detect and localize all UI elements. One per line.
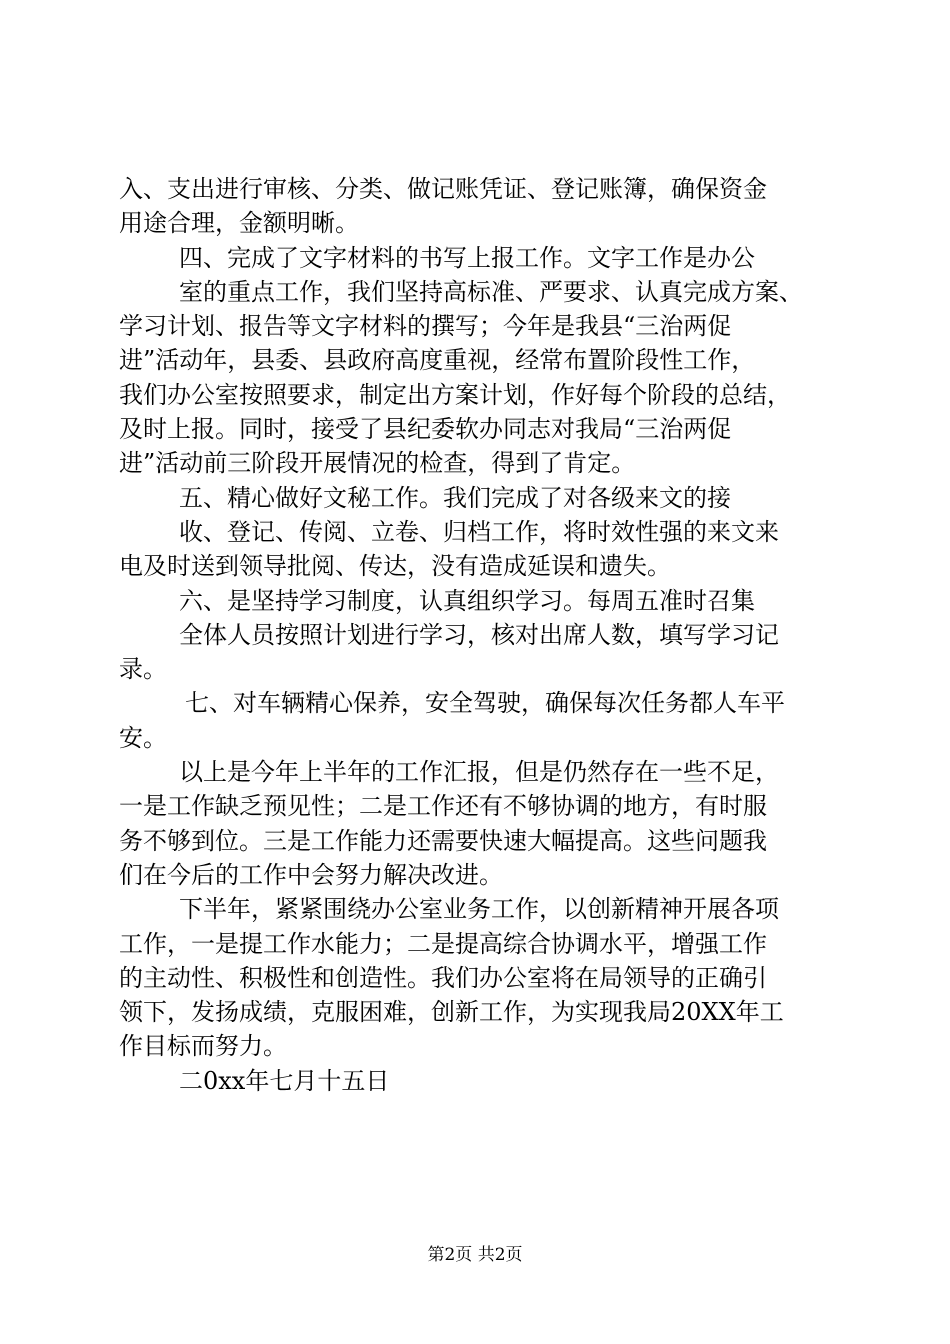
text-line: 安。 [119,723,167,752]
text-line: 的主动性、积极性和创造性。我们办公室将在局领导的正确引 [119,963,767,992]
text-line: 进”活动年，县委、县政府高度重视，经常布置阶段性工作， [119,346,756,375]
text-line: 务不够到位。三是工作能力还需要快速大幅提高。这些问题我 [119,826,767,855]
text-line: 收、登记、传阅、立卷、归档工作，将时效性强的来文来 [179,517,779,546]
text-line: 六、是坚持学习制度，认真组织学习。每周五准时召集 [179,586,755,615]
text-line: 室的重点工作，我们坚持高标准、严要求、认真完成方案、 [179,277,803,306]
text-line: 我们办公室按照要求，制定出方案计划，作好每个阶段的总结， [119,380,791,409]
text-line: 电及时送到领导批阅、传达，没有造成延误和遗失。 [119,552,671,581]
text-line: 学习计划、报告等文字材料的撰写；今年是我县“三治两促 [119,312,732,341]
text-line: 工作，一是提工作水能力；二是提高综合协调水平，增强工作 [119,929,767,958]
text-line: 五、精心做好文秘工作。我们完成了对各级来文的接 [179,483,731,512]
text-line: 全体人员按照计划进行学习，核对出席人数，填写学习记 [179,620,779,649]
text-line: 及时上报。同时，接受了县纪委软办同志对我局“三治两促 [119,415,732,444]
text-line: 们在今后的工作中会努力解决改进。 [119,860,503,889]
text-line: 一是工作缺乏预见性；二是工作还有不够协调的地方，有时服 [119,792,767,821]
text-line: 入、支出进行审核、分类、做记账凭证、登记账簿，确保资金 [119,175,767,203]
page-footer: 第2页 共2页 [427,1245,523,1265]
text-line: 用途合理，金额明晰。 [119,209,359,238]
text-line: 录。 [119,655,167,684]
document-body [119,172,839,1098]
text-line: 七、对车辆精心保养，安全驾驶，确保每次任务都人车平 [185,689,785,718]
text-line: 下半年，紧紧围绕办公室业务工作，以创新精神开展各项 [179,895,779,924]
document-date: 二0xx年七月十五日 [179,1066,390,1095]
text-line: 领下，发扬成绩，克服困难，创新工作，为实现我局20XX年工 [119,998,784,1027]
text-line: 作目标而努力。 [119,1032,287,1061]
text-line: 四、完成了文字材料的书写上报工作。文字工作是办公 [179,243,755,272]
text-line: 以上是今年上半年的工作汇报，但是仍然存在一些不足， [179,758,779,787]
text-line: 进”活动前三阶段开展情况的检查，得到了肯定。 [119,449,636,478]
